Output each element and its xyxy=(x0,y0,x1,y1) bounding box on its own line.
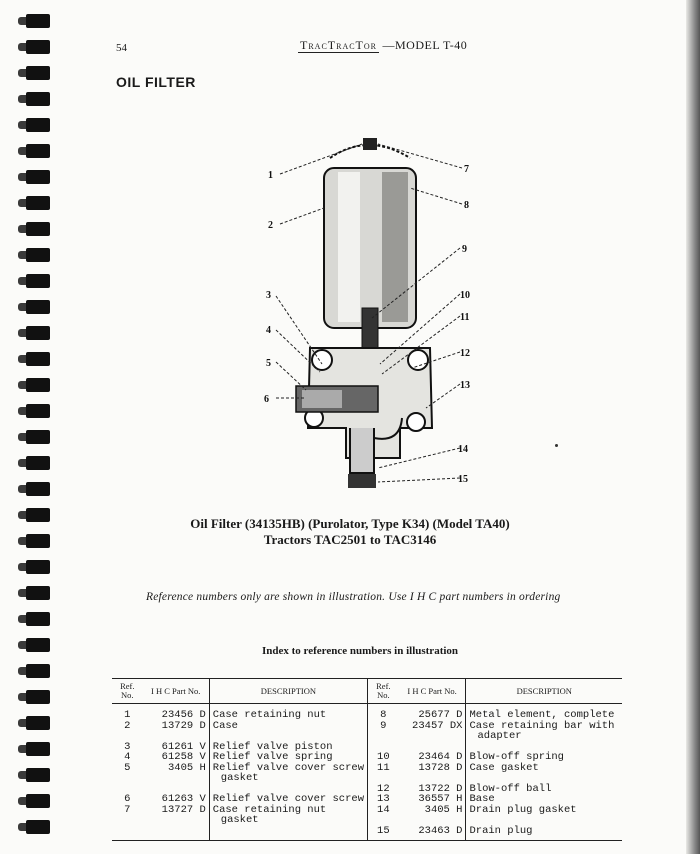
part-number: 23456 D xyxy=(161,709,206,721)
binding-coil-bar xyxy=(26,820,50,834)
part-number: 61263 V xyxy=(161,793,206,805)
binding-coil-bar xyxy=(26,170,50,184)
binding-coil xyxy=(18,430,50,444)
part-number: 23464 D xyxy=(418,751,463,763)
ref-number: 14 xyxy=(368,805,399,826)
binding-coil xyxy=(18,742,50,756)
description-line: Relief valve spring xyxy=(212,751,333,763)
binding-coil xyxy=(18,170,50,184)
callout-13: 13 xyxy=(460,380,470,391)
description-line: Relief valve cover screw xyxy=(212,761,365,774)
binding-coil-bar xyxy=(26,352,50,366)
table-row xyxy=(112,721,622,742)
binding-coil xyxy=(18,144,50,158)
description-line: Blow-off spring xyxy=(469,751,564,763)
part-number: 23457 DX xyxy=(412,719,463,732)
binding-coil-bar xyxy=(26,144,50,158)
binding-coil xyxy=(18,222,50,236)
part-description xyxy=(466,794,622,805)
binding-coil-bar xyxy=(26,66,50,80)
binding-coil xyxy=(18,14,50,28)
binding-coil-bar xyxy=(26,378,50,392)
binding-coil xyxy=(18,326,50,340)
binding-coil xyxy=(18,586,50,600)
callout-11: 11 xyxy=(460,312,470,323)
description-line: gasket xyxy=(220,814,259,826)
header-ref-no-right: Ref. No. xyxy=(368,679,399,704)
ref-number: 1 xyxy=(124,709,131,721)
part-number: 25677 D xyxy=(418,709,463,721)
description-line: adapter xyxy=(477,730,522,742)
ref-number: 13 xyxy=(368,794,399,805)
binding-coil-bar xyxy=(26,430,50,444)
description-line: Drain plug xyxy=(469,824,533,837)
part-description xyxy=(209,794,367,805)
ref-number: 8 xyxy=(368,704,399,721)
binding-coil xyxy=(18,248,50,262)
ref-number: 4 xyxy=(124,751,131,763)
page-number: 54 xyxy=(116,42,127,54)
part-description xyxy=(209,704,367,721)
ref-number: 5 xyxy=(124,761,131,774)
ref-number: 15 xyxy=(368,826,399,841)
binding-coil xyxy=(18,820,50,834)
binding-coil xyxy=(18,768,50,782)
part-description xyxy=(209,721,367,742)
callout-3: 3 xyxy=(266,290,271,301)
part-description xyxy=(466,763,622,784)
part-description xyxy=(466,704,622,721)
binding-coil xyxy=(18,40,50,54)
part-description xyxy=(209,752,367,763)
callout-12: 12 xyxy=(460,348,470,359)
binding-coil-bar xyxy=(26,300,50,314)
table-header-row xyxy=(112,679,622,704)
description-line: Relief valve cover screw xyxy=(212,793,365,805)
binding-coil-bar xyxy=(26,196,50,210)
description-line: Metal element, complete xyxy=(469,709,615,721)
description-line: Case gasket xyxy=(469,761,539,774)
binding-coil-bar xyxy=(26,586,50,600)
description-line: Case retaining bar with xyxy=(469,719,615,732)
description-line: Case retaining nut xyxy=(212,803,327,816)
table-row xyxy=(112,805,622,826)
part-description xyxy=(466,721,622,742)
brand-logo-text: TracTracTor xyxy=(300,38,378,52)
binding-coil xyxy=(18,274,50,288)
drain-plug xyxy=(348,474,376,488)
parts-index-table xyxy=(112,678,622,841)
binding-coil-bar xyxy=(26,794,50,808)
part-number: 13727 D xyxy=(161,803,206,816)
retaining-nut xyxy=(363,138,377,150)
binding-coil xyxy=(18,300,50,314)
part-number xyxy=(143,826,210,841)
binding-coil xyxy=(18,794,50,808)
description-line: Case xyxy=(212,719,238,732)
mount-hole-left xyxy=(312,350,332,370)
part-description xyxy=(209,805,367,826)
table-row xyxy=(112,763,622,784)
description-line: Relief valve piston xyxy=(212,740,333,753)
binding-coil xyxy=(18,664,50,678)
binding-coil xyxy=(18,716,50,730)
case-highlight xyxy=(338,172,360,322)
binding-coil-bar xyxy=(26,456,50,470)
table-row xyxy=(112,826,622,841)
binding-coil-bar xyxy=(26,664,50,678)
part-number: 13722 D xyxy=(418,782,463,795)
ref-number: 9 xyxy=(368,721,399,742)
header-description: DESCRIPTION xyxy=(209,679,367,704)
binding-coil-bar xyxy=(26,274,50,288)
binding-coil xyxy=(18,196,50,210)
callout-4: 4 xyxy=(266,325,271,336)
binding-coil-bar xyxy=(26,404,50,418)
figure-caption: Oil Filter (34135HB) (Purolator, Type K34) (Model TA40) xyxy=(190,516,510,531)
page-header xyxy=(298,38,467,53)
header-description-right: DESCRIPTION xyxy=(466,679,622,704)
reference-note: Reference numbers only are shown in illustration. Use I H C part numbers in ordering xyxy=(146,591,561,603)
binding-coil-bar xyxy=(26,14,50,28)
callout-8: 8 xyxy=(464,200,469,211)
binding-coil xyxy=(18,92,50,106)
part-description xyxy=(209,826,367,841)
mount-hole-lower-right xyxy=(407,413,425,431)
part-description xyxy=(466,805,622,826)
part-description xyxy=(209,763,367,784)
description-line: Drain plug gasket xyxy=(469,803,577,816)
callout-10: 10 xyxy=(460,290,470,301)
parts-table-body xyxy=(112,704,622,841)
header-ref-no: Ref. No. xyxy=(112,679,143,704)
binding-coil-bar xyxy=(26,326,50,340)
callout-1: 1 xyxy=(268,170,273,181)
binding-coil-bar xyxy=(26,612,50,626)
part-description xyxy=(466,752,622,763)
part-number: 3405 H xyxy=(424,803,463,816)
part-number: 13729 D xyxy=(161,719,206,732)
binding-coil-bar xyxy=(26,690,50,704)
binding-coil-bar xyxy=(26,118,50,132)
binding-coil-bar xyxy=(26,560,50,574)
binding-coil-bar xyxy=(26,248,50,262)
binding-coil-bar xyxy=(26,742,50,756)
part-number: 36557 H xyxy=(418,793,463,805)
binding-coil-bar xyxy=(26,768,50,782)
index-title: Index to reference numbers in illustration xyxy=(261,645,459,657)
header-ihc-part-no: I H C Part No. xyxy=(143,679,210,704)
callout-6: 6 xyxy=(264,394,269,405)
binding-coil-bar xyxy=(26,482,50,496)
binding-coil xyxy=(18,404,50,418)
page-edge-shadow xyxy=(686,0,700,854)
ref-number: 7 xyxy=(124,803,131,816)
binding-coil-bar xyxy=(26,92,50,106)
part-number: 61261 V xyxy=(161,740,206,753)
table-row xyxy=(112,794,622,805)
ref-number: 2 xyxy=(124,719,131,732)
relief-valve-piston xyxy=(302,390,342,408)
part-number: 23463 D xyxy=(399,826,466,841)
description-line: Case retaining nut xyxy=(212,709,327,721)
model-label: —MODEL T-40 xyxy=(382,38,468,52)
binding-coil xyxy=(18,66,50,80)
binding-coil xyxy=(18,378,50,392)
ref-number xyxy=(112,826,143,841)
oil-filter-diagram xyxy=(250,128,490,508)
part-number: 3405 H xyxy=(167,761,206,774)
description-line: Base xyxy=(469,793,495,805)
description-line: Blow-off ball xyxy=(469,782,552,795)
binding-coil xyxy=(18,560,50,574)
callout-7: 7 xyxy=(464,164,469,175)
callout-2: 2 xyxy=(268,220,273,231)
callout-9: 9 xyxy=(462,244,467,255)
ref-number: 11 xyxy=(368,763,399,784)
spiral-binding xyxy=(0,0,60,854)
callout-14: 14 xyxy=(458,444,468,455)
table-row xyxy=(112,752,622,763)
drain-pipe xyxy=(350,428,374,473)
ref-number: 12 xyxy=(368,784,399,795)
callout-5: 5 xyxy=(266,358,271,369)
binding-coil-bar xyxy=(26,222,50,236)
callout-15: 15 xyxy=(458,474,468,485)
stray-mark xyxy=(555,444,558,447)
section-title: OIL FILTER xyxy=(116,74,196,90)
ref-number: 10 xyxy=(368,752,399,763)
part-number: 61258 V xyxy=(161,751,206,763)
binding-coil xyxy=(18,352,50,366)
ref-number: 3 xyxy=(124,740,131,753)
header-ihc-part-no-right: I H C Part No. xyxy=(399,679,466,704)
table-row xyxy=(112,704,622,721)
part-number: 13728 D xyxy=(418,761,463,774)
binding-coil xyxy=(18,482,50,496)
figure-subcaption: Tractors TAC2501 to TAC3146 xyxy=(263,532,437,547)
binding-coil xyxy=(18,118,50,132)
binding-coil-bar xyxy=(26,716,50,730)
description-line: gasket xyxy=(220,772,259,784)
ref-number: 6 xyxy=(124,793,131,805)
part-description xyxy=(466,826,622,841)
binding-coil-bar xyxy=(26,40,50,54)
binding-coil xyxy=(18,612,50,626)
binding-coil xyxy=(18,456,50,470)
binding-coil xyxy=(18,690,50,704)
